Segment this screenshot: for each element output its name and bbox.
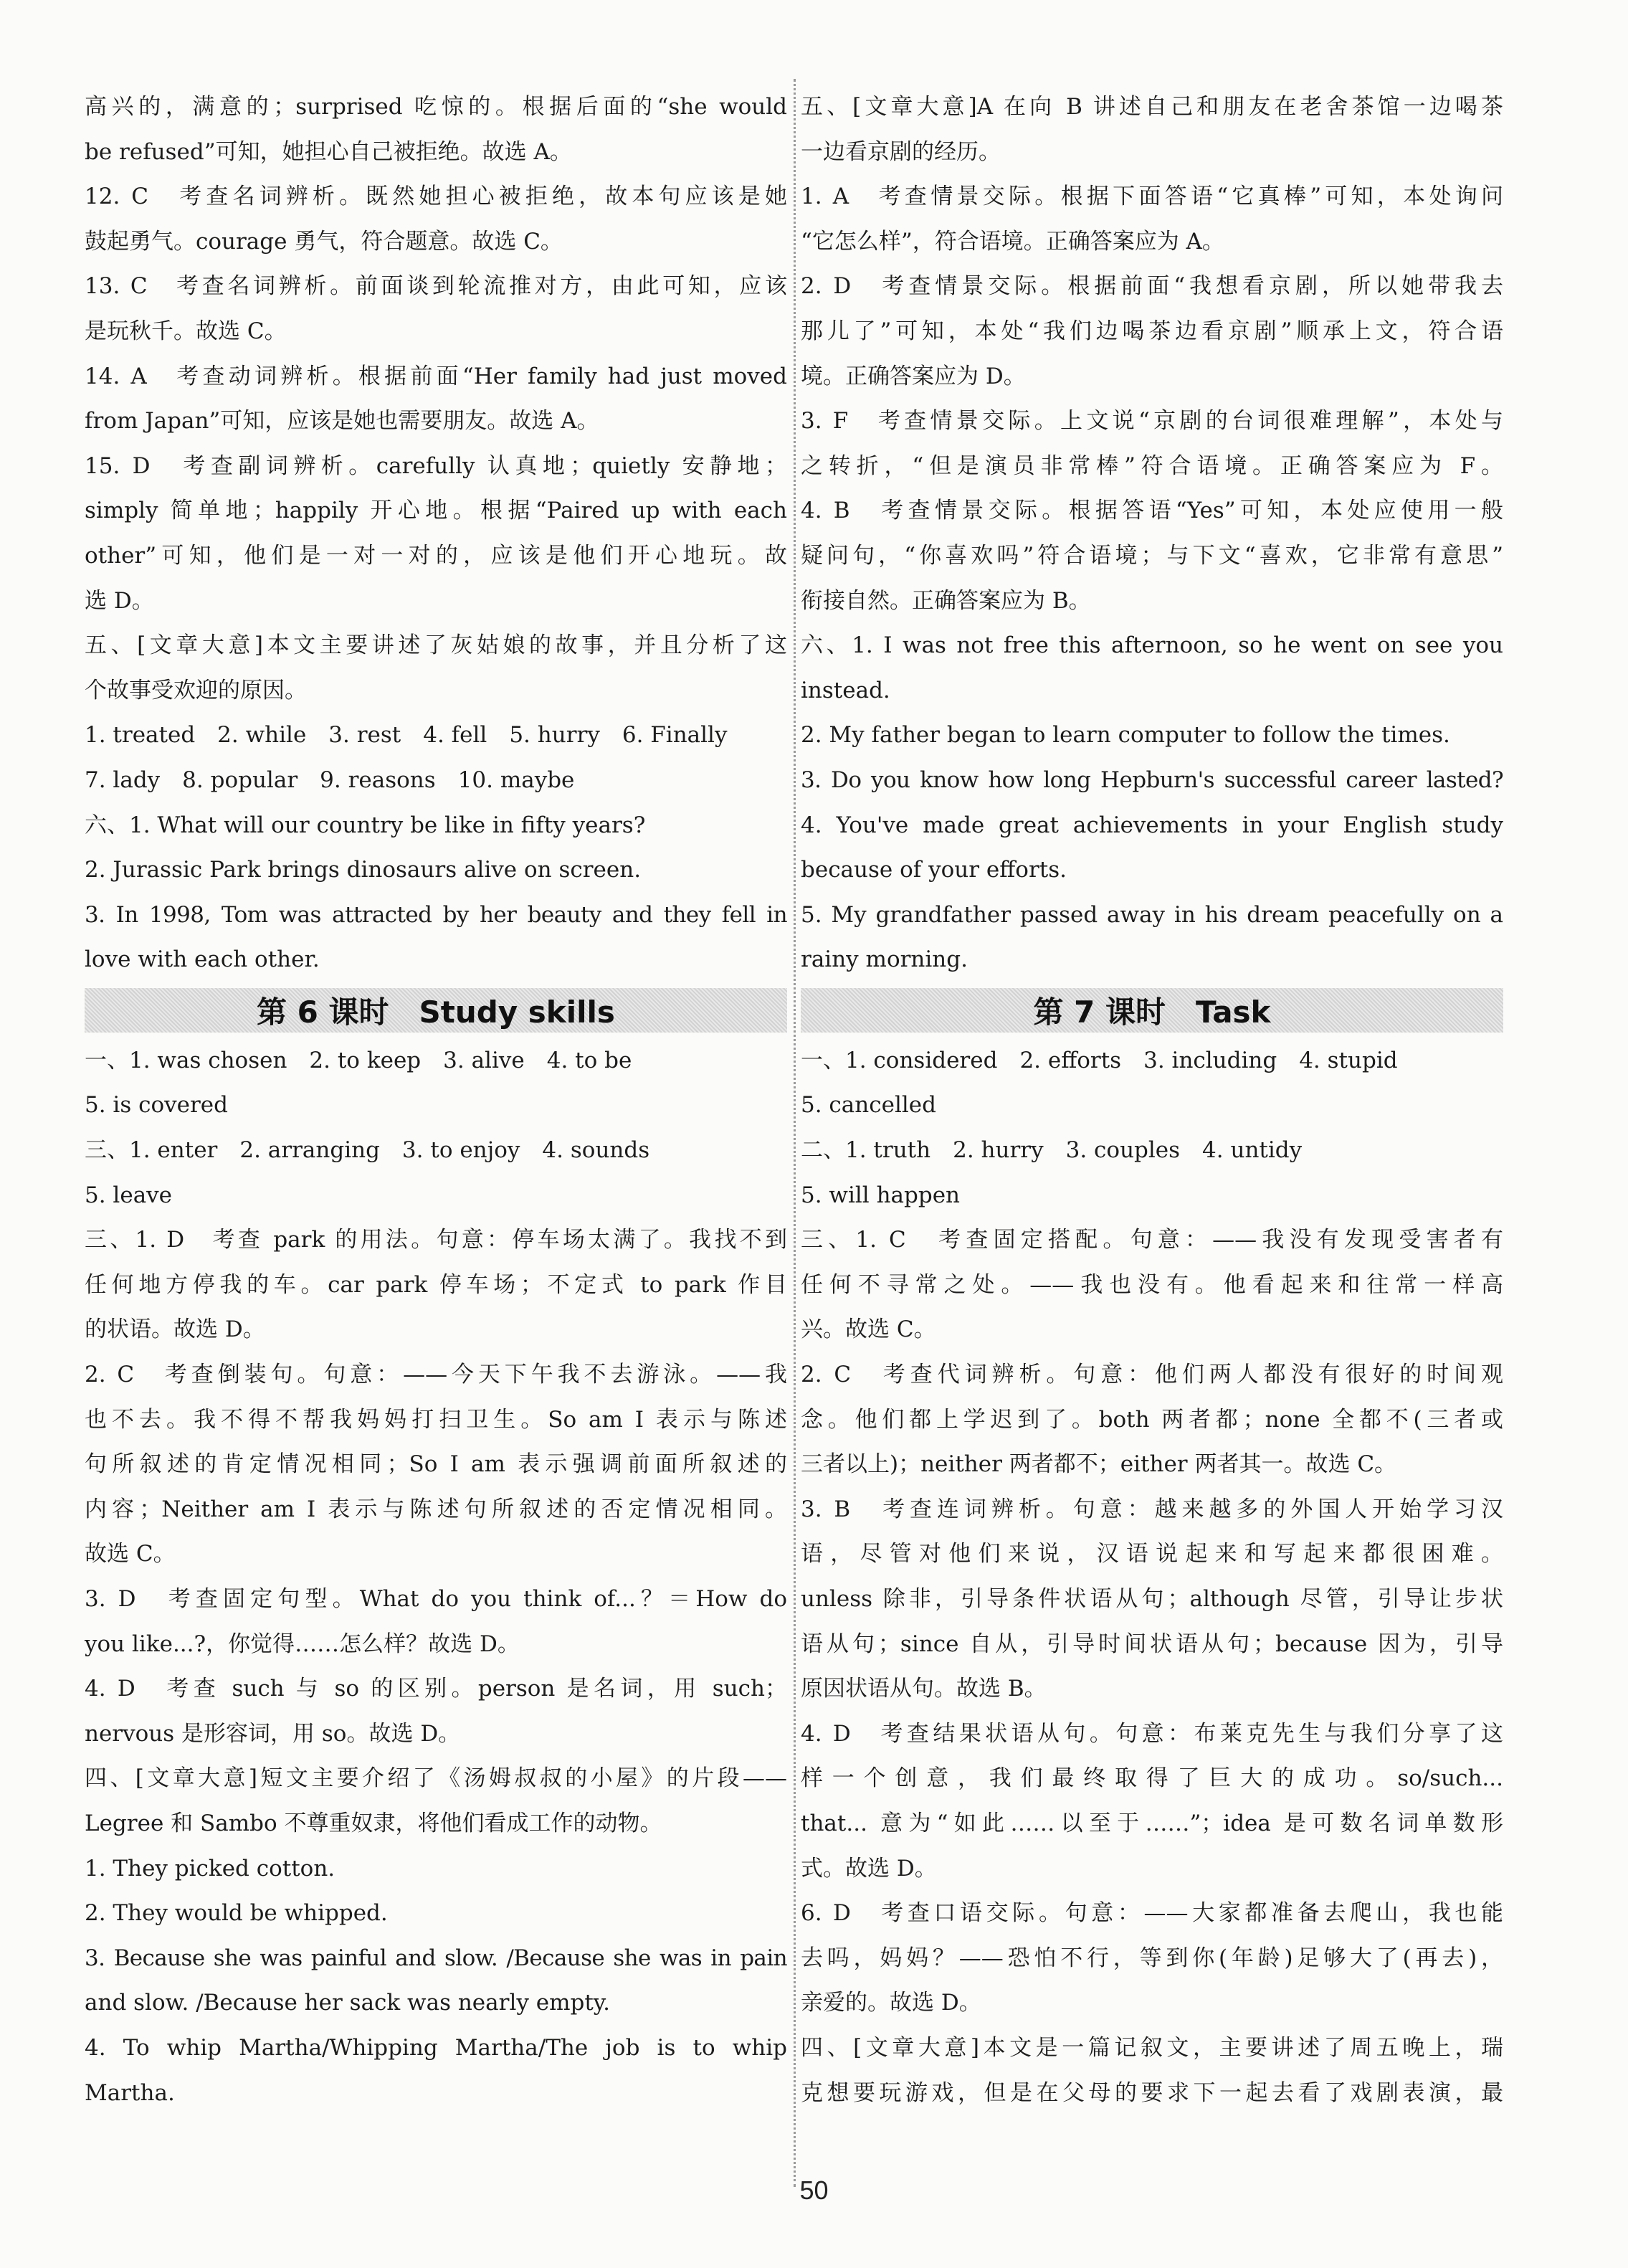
text-line: 15. D 考查副词辨析。carefully 认真地；quietly 安静地； bbox=[85, 452, 787, 479]
text-line: be refused”可知，她担心自己被拒绝。故选 A。 bbox=[85, 138, 572, 165]
text-line: 内容；Neither am I 表示与陈述句所叙述的否定情况相同。 bbox=[85, 1496, 787, 1522]
left-column bbox=[85, 85, 787, 2115]
text-line: 四、[文章大意]本文是一篇记叙文，主要讲述了周五晚上，瑞 bbox=[801, 2034, 1503, 2061]
text-line: 4. You've made great achievements in your English study bbox=[801, 812, 1503, 838]
text-line: 1. A 考查情景交际。根据下面答语“它真棒”可知，本处询问 bbox=[801, 184, 1503, 210]
text-line: 2. They would be whipped. bbox=[85, 1900, 388, 1927]
text-line: 的状语。故选 D。 bbox=[85, 1316, 265, 1343]
column-divider bbox=[794, 79, 796, 2187]
text-line: 一边看京剧的经历。 bbox=[801, 138, 1001, 165]
text-line: simply 简单地；happily 开心地。根据“Paired up with each bbox=[85, 498, 787, 524]
text-line: 2. Jurassic Park brings dinosaurs alive on screen. bbox=[85, 857, 642, 883]
text-line: nervous 是形容词，用 so。故选 D。 bbox=[85, 1720, 461, 1747]
text-line: from Japan”可知，应该是她也需要朋友。故选 A。 bbox=[85, 408, 599, 435]
text-line: 是玩秋千。故选 C。 bbox=[85, 318, 287, 344]
text-line: 2. C 考查代词辨析。句意：他们两人都没有很好的时间观 bbox=[801, 1362, 1503, 1388]
text-line: 兴。故选 C。 bbox=[801, 1316, 936, 1343]
text-line: 4. D 考查结果状语从句。句意：布莱克先生与我们分享了这 bbox=[801, 1720, 1503, 1747]
text-line: 5. My grandfather passed away in his dream peacefully on a bbox=[801, 901, 1503, 928]
text-line: instead. bbox=[801, 677, 890, 703]
text-line: 式。故选 D。 bbox=[801, 1855, 937, 1882]
text-line: 故选 C。 bbox=[85, 1541, 176, 1567]
text-line: 个故事受欢迎的原因。 bbox=[85, 677, 307, 703]
text-line: 3. Because she was painful and slow. /Because she was in pain bbox=[85, 1945, 787, 1971]
text-line: 1. They picked cotton. bbox=[85, 1855, 335, 1882]
text-line: 7. lady 8. popular 9. reasons 10. maybe bbox=[85, 767, 575, 793]
text-line: rainy morning. bbox=[801, 946, 968, 973]
text-line: 三、1. D 考查 park 的用法。句意：停车场太满了。我找不到 bbox=[85, 1227, 787, 1253]
text-line: 一、1. considered 2. efforts 3. including 4. stupid bbox=[801, 1047, 1398, 1073]
text-line: 之转折，“但是演员非常棒”符合语境。正确答案应为 F。 bbox=[801, 452, 1503, 479]
text-line: 鼓起勇气。courage 勇气，符合题意。故选 C。 bbox=[85, 228, 563, 255]
text-line: 也不去。我不得不帮我妈妈打扫卫生。So am I 表示与陈述 bbox=[85, 1406, 787, 1433]
text-line: 2. D 考查情景交际。根据前面“我想看京剧，所以她带我去 bbox=[801, 273, 1503, 300]
text-line: 1. treated 2. while 3. rest 4. fell 5. hurry 6. Finally bbox=[85, 722, 728, 749]
text-line: 6. D 考查口语交际。句意：——大家都准备去爬山，我也能 bbox=[801, 1900, 1503, 1927]
text-line: Martha. bbox=[85, 2079, 175, 2106]
text-line: 高兴的，满意的；surprised 吃惊的。根据后面的“she would bbox=[85, 94, 787, 120]
text-line: you like...?，你觉得……怎么样？故选 D。 bbox=[85, 1631, 520, 1657]
text-line: 去吗，妈妈？——恐怕不行，等到你(年龄)足够大了(再去)， bbox=[801, 1945, 1503, 1971]
text-line: 4. To whip Martha/Whipping Martha/The job is to whip bbox=[85, 2034, 787, 2061]
text-line: 亲爱的。故选 D。 bbox=[801, 1990, 981, 2016]
right-column bbox=[801, 85, 1503, 2115]
text-line: 5. cancelled bbox=[801, 1092, 936, 1119]
text-line: 5. is covered bbox=[85, 1092, 229, 1119]
text-line: 三、1. C 考查固定搭配。句意：——我没有发现受害者有 bbox=[801, 1227, 1503, 1253]
text-line: 句所叙述的肯定情况相同；So I am 表示强调前面所叙述的 bbox=[85, 1451, 787, 1478]
text-line: 克想要玩游戏，但是在父母的要求下一起去看了戏剧表演，最 bbox=[801, 2079, 1503, 2106]
text-line: 选 D。 bbox=[85, 587, 154, 614]
section-heading bbox=[85, 988, 787, 1033]
text-line: 2. C 考查倒装句。句意：——今天下午我不去游泳。——我 bbox=[85, 1362, 787, 1388]
text-line: unless 除非，引导条件状语从句；although 尽管，引导让步状 bbox=[801, 1586, 1503, 1612]
text-line: 4. D 考查 such 与 so 的区别。person 是名词，用 such； bbox=[85, 1676, 787, 1702]
text-line: other”可知，他们是一对一对的，应该是他们开心地玩。故 bbox=[85, 542, 787, 569]
text-line: Legree 和 Sambo 不尊重奴隶，将他们看成工作的动物。 bbox=[85, 1810, 662, 1836]
text-line: 3. In 1998, Tom was attracted by her beauty and they fell in bbox=[85, 901, 787, 928]
text-line: 4. B 考查情景交际。根据答语“Yes”可知，本处应使用一般 bbox=[801, 498, 1503, 524]
text-line: 三、1. enter 2. arranging 3. to enjoy 4. sounds bbox=[85, 1137, 650, 1164]
text-line: love with each other. bbox=[85, 946, 320, 973]
text-line: 13. C 考查名词辨析。前面谈到轮流推对方，由此可知，应该 bbox=[85, 273, 787, 300]
text-line: 3. Do you know how long Hepburn's successful career lasted? bbox=[801, 767, 1503, 793]
text-line: 衔接自然。正确答案应为 B。 bbox=[801, 587, 1091, 614]
text-line: 那儿了”可知，本处“我们边喝茶边看京剧”顺承上文，符合语 bbox=[801, 318, 1503, 344]
text-line: 六、1. I was not free this afternoon, so he went on see you bbox=[801, 632, 1503, 659]
text-line: 六、1. What will our country be like in fifty years? bbox=[85, 812, 646, 838]
text-line: 原因状语从句。故选 B。 bbox=[801, 1676, 1047, 1702]
text-line: 五、[文章大意]A 在向 B 讲述自己和朋友在老舍茶馆一边喝茶 bbox=[801, 94, 1503, 120]
section-title: 第 7 课时 Task bbox=[1033, 994, 1271, 1030]
text-line: because of your efforts. bbox=[801, 857, 1067, 883]
text-line: 3. F 考查情景交际。上文说“京剧的台词很难理解”，本处与 bbox=[801, 408, 1503, 435]
text-line: “它怎么样”，符合语境。正确答案应为 A。 bbox=[801, 228, 1224, 255]
text-line: 念。他们都上学迟到了。both 两者都；none 全都不(三者或 bbox=[801, 1406, 1503, 1433]
text-line: 14. A 考查动词辨析。根据前面“Her family had just moved bbox=[85, 363, 787, 389]
section-title: 第 6 课时 Study skills bbox=[257, 994, 615, 1030]
text-line: that... 意为“如此……以至于……”；idea 是可数名词单数形 bbox=[801, 1810, 1503, 1836]
text-line: 语，尽管对他们来说，汉语说起来和写起来都很困难。 bbox=[801, 1541, 1503, 1567]
text-line: 五、[文章大意]本文主要讲述了灰姑娘的故事，并且分析了这 bbox=[85, 632, 787, 659]
text-line: 样一个创意，我们最终取得了巨大的成功。so/such... bbox=[801, 1765, 1503, 1792]
text-line: and slow. /Because her sack was nearly empty. bbox=[85, 1990, 611, 2016]
text-line: 5. leave bbox=[85, 1182, 173, 1208]
text-line: 境。正确答案应为 D。 bbox=[801, 363, 1026, 389]
page-number: 50 bbox=[799, 2176, 829, 2205]
section-heading bbox=[801, 988, 1503, 1033]
text-line: 四、[文章大意]短文主要介绍了《汤姆叔叔的小屋》的片段—— bbox=[85, 1765, 787, 1792]
text-line: 2. My father began to learn computer to follow the times. bbox=[801, 722, 1450, 749]
text-line: 5. will happen bbox=[801, 1182, 961, 1208]
text-line: 三者以上)；neither 两者都不；either 两者其一。故选 C。 bbox=[801, 1451, 1397, 1478]
text-line: 疑问句，“你喜欢吗”符合语境；与下文“喜欢，它非常有意思” bbox=[801, 542, 1503, 569]
text-line: 3. D 考查固定句型。What do you think of...？＝How do bbox=[85, 1586, 787, 1612]
text-line: 12. C 考查名词辨析。既然她担心被拒绝，故本句应该是她 bbox=[85, 184, 787, 210]
text-line: 二、1. truth 2. hurry 3. couples 4. untidy bbox=[801, 1137, 1303, 1164]
text-line: 任何不寻常之处。——我也没有。他看起来和往常一样高 bbox=[801, 1271, 1503, 1298]
text-line: 语从句；since 自从，引导时间状语从句；because 因为，引导 bbox=[801, 1631, 1503, 1657]
text-line: 3. B 考查连词辨析。句意：越来越多的外国人开始学习汉 bbox=[801, 1496, 1503, 1522]
text-line: 一、1. was chosen 2. to keep 3. alive 4. to be bbox=[85, 1047, 632, 1073]
text-line: 任何地方停我的车。car park 停车场；不定式 to park 作目 bbox=[85, 1271, 787, 1298]
